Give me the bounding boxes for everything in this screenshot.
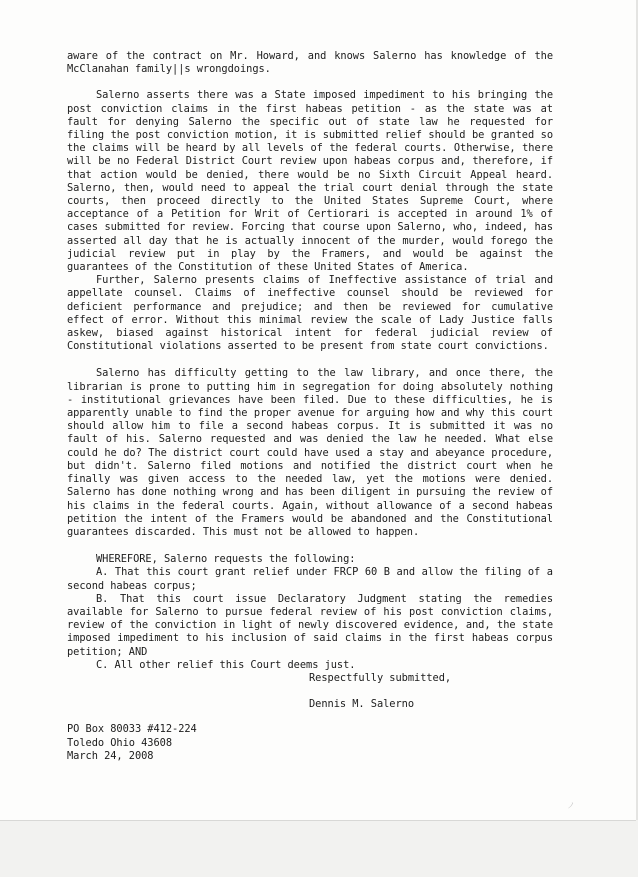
request-b: B. That this court issue Declaratory Judgment stating the remedies available for Salerno to pursue federal review of his post conviction claims, review of the conviction in light of newly discovered evidence, and, the state imposed impediment to his inclusion of said claims in the first habeas corpus petition; AND <box>67 592 553 658</box>
request-c: C. All other relief this Court deems just. <box>96 658 356 671</box>
paragraph-law-library: Salerno has difficulty getting to the law library, and once there, the librarian is prone to putting him in segregation for doing absolutely nothing - institutional grievances have been filed. Due to these difficulties, he is apparently unable to find the proper avenue for arguing how and why this court should allow him to file a second habeas corpus. It is submitted it was no fault of his. Salerno requested and was denied the law he needed. What else could he do? The district court could have used a stay and abeyance procedure, but didn't. Salerno filed motions and notified the district court when he finally was given access to the needed law, yet the motions were denied. Salerno has done nothing wrong and has been diligent in pursuing the review of his claims in the federal courts. Again, without allowance of a second habeas petition the intent of the Framers would be abandoned and the Constitutional guarantees discarded. This must not be allowed to happen. <box>67 367 553 538</box>
signer-name: Dennis M. Salerno <box>309 698 415 711</box>
document-body <box>67 50 553 763</box>
address-block <box>67 723 553 763</box>
request-a: A. That this court grant relief under FRCP 60 B and allow the filing of a second habeas corpus; <box>67 566 553 592</box>
wherefore-clause: WHEREFORE, Salerno requests the following: <box>96 553 356 566</box>
document-date: March 24, 2008 <box>67 749 154 762</box>
paragraph-continuation: aware of the contract on Mr. Howard, and knows Salerno has knowledge of the McClanahan family||s wrongdoings. <box>67 50 553 76</box>
address-po-box: PO Box 80033 #412-224 <box>67 723 197 736</box>
closing-line: Respectfully submitted, <box>309 671 452 684</box>
paragraph-state-impediment: Salerno asserts there was a State imposed impediment to his bringing the post conviction claims in the first habeas petition - as the state was at fault for denying Salerno the specific out of state law he requested for filing the post conviction motion, it is submitted relief should be granted so the claims will be heard by all levels of the federal courts. Otherwise, there will be no Federal District Court review upon habeas corpus and, therefore, if that action would be denied, there would be no Sixth Circuit Appeal heard. Salerno, then, would need to appeal the trial court denial through the state courts, then proceed directly to the United States Supreme Court, where acceptance of a Petition for Writ of Certiorari is accepted in around 1% of cases submitted for review. Forcing that course upon Salerno, who, indeed, has asserted all day that he is actually innocent of the murder, would forego the judicial review put in play by the Framers, and would be against the guarantees of the Constitution of these United States of America. <box>67 89 553 274</box>
paragraph-ineffective-counsel: Further, Salerno presents claims of Ineffective assistance of trial and appellate counsel. Claims of ineffective counsel should be reviewed for deficient performance and prejudice; and then be reviewed for cumulative effect of error. Without this minimal review the scale of Lady Justice falls askew, biased against historical intent for federal judicial review of Constitutional violations asserted to be present from state court convictions. <box>67 274 553 353</box>
scan-speck-icon: ノ <box>567 801 575 810</box>
address-city: Toledo Ohio 43608 <box>67 736 173 749</box>
